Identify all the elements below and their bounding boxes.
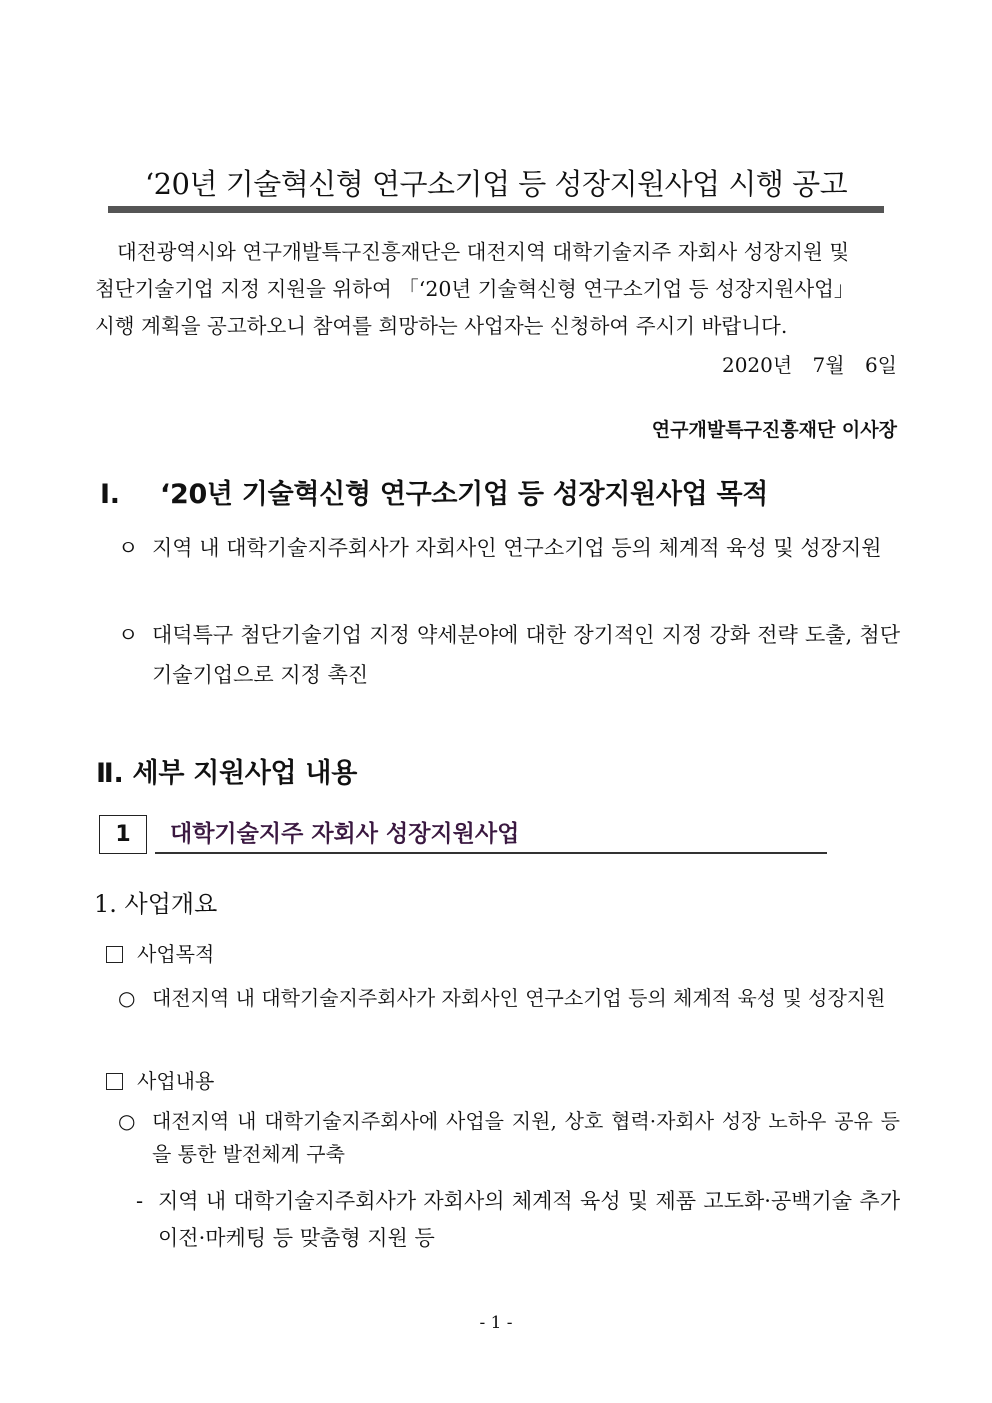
overview-heading: 1. 사업개요 — [94, 890, 218, 918]
square-box-icon — [106, 1073, 123, 1090]
purpose-label: 사업목적 — [137, 942, 215, 966]
section-2-heading: Ⅱ. 세부 지원사업 내용 — [96, 758, 357, 789]
bullet-text: 지역 내 대학기술지주회사가 자회사인 연구소기업 등의 체계적 육성 및 성장지원 — [152, 536, 882, 560]
page-number: - 1 - — [479, 1313, 513, 1333]
intro-paragraph — [95, 234, 899, 345]
title-underline — [108, 206, 884, 213]
purpose-bullet — [118, 982, 900, 1015]
content-bullet — [118, 1105, 900, 1171]
subsection-title: 대학기술지주 자회사 성장지원사업 — [170, 821, 520, 847]
signer: 연구개발특구진흥재단 이사장 — [651, 419, 897, 441]
content-heading — [106, 1065, 214, 1094]
purpose-heading — [106, 938, 214, 967]
bullet-marker: ○ — [118, 1109, 136, 1133]
section-1-bullet — [118, 615, 900, 695]
subsection-number-box: 1 — [99, 815, 147, 854]
bullet-text: 대전지역 내 대학기술지주회사에 사업을 지원, 상호 협력·자회사 성장 노하우 공유 등을 통한 발전체계 구축 — [152, 1109, 900, 1166]
notice-date: 2020년 7월 6일 — [721, 353, 897, 377]
intro-line-3: 시행 계획을 공고하오니 참여를 희망하는 사업자는 신청하여 주시기 바랍니다. — [95, 314, 788, 338]
section-1-heading — [100, 472, 768, 511]
subsection-underline — [155, 852, 827, 854]
content-dash-item — [136, 1183, 900, 1257]
bullet-text: 대전지역 내 대학기술지주회사가 자회사인 연구소기업 등의 체계적 육성 및 성장지원 — [152, 986, 886, 1010]
bullet-marker: ㅇ — [118, 536, 139, 560]
bullet-text: 대덕특구 첨단기술기업 지정 약세분야에 대한 장기적인 지정 강화 전략 도출, 첨단기술기업으로 지정 촉진 — [152, 623, 900, 687]
intro-line-1: 대전광역시와 연구개발특구진흥재단은 대전지역 대학기술지주 자회사 성장지원 및 — [117, 240, 850, 264]
content-label: 사업내용 — [137, 1069, 215, 1093]
square-box-icon — [106, 946, 123, 963]
bullet-marker: ㅇ — [118, 623, 139, 647]
dash-marker: - — [136, 1189, 144, 1213]
section-1-bullet — [118, 528, 900, 568]
document-title: ‘20년 기술혁신형 연구소기업 등 성장지원사업 시행 공고 — [144, 167, 848, 201]
dash-text: 지역 내 대학기술지주회사가 자회사의 체계적 육성 및 제품 고도화·공백기술 추가이전·마케팅 등 맞춤형 지원 등 — [158, 1189, 900, 1250]
section-1-number: Ⅰ. — [100, 479, 120, 510]
intro-line-2: 첨단기술기업 지정 지원을 위하여 「‘20년 기술혁신형 연구소기업 등 성장지원사업」 — [95, 277, 855, 301]
section-1-title: ‘20년 기술혁신형 연구소기업 등 성장지원사업 목적 — [160, 479, 769, 510]
bullet-marker: ○ — [118, 986, 136, 1010]
